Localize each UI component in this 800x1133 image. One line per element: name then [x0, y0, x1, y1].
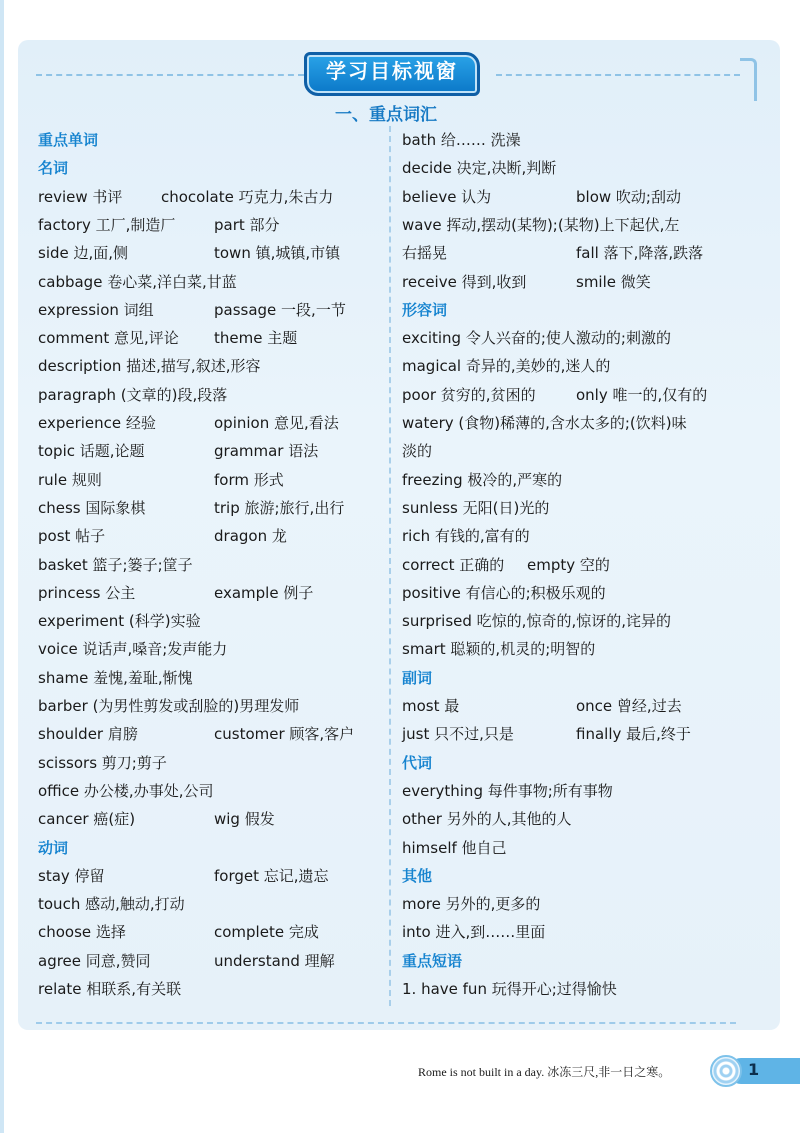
vocab-entry: example 例子 [214, 583, 314, 602]
vocab-row [402, 441, 432, 461]
vocab-entry: barber (为男性剪发或刮脸的)男理发师 [38, 697, 300, 715]
vocab-entry: correct 正确的 [402, 555, 505, 574]
vocab-entry: empty 空的 [527, 555, 610, 574]
vocab-row [38, 951, 335, 971]
vocab-entry: receive 得到,收到 [402, 272, 527, 291]
vocab-entry: factory 工厂,制造厂 [38, 215, 176, 234]
vocab-row [402, 781, 613, 801]
vocab-entry: post 帖子 [38, 527, 106, 546]
vocab-entry: poor 贫穷的,贫困的 [402, 385, 536, 404]
footer-proverb: Rome is not built in a day. 冰冻三尺,非一日之寒。 [418, 1065, 671, 1079]
vocab-entry: 1. have fun 玩得开心;过得愉快 [402, 980, 617, 998]
vocab-entry: everything 每件事物;所有事物 [402, 781, 613, 800]
column-divider [389, 126, 391, 1006]
vocab-entry: rule 规则 [38, 470, 102, 489]
vocab-row [402, 979, 617, 999]
vocab-row [38, 300, 346, 320]
vocab-entry: understand 理解 [214, 951, 335, 970]
vocab-entry: stay 停留 [38, 866, 105, 885]
vocab-row [38, 272, 237, 292]
vocab-row [38, 753, 167, 773]
vocab-entry: expression 词组 [38, 300, 154, 319]
vocab-row [402, 498, 549, 518]
vocab-entry: into 进入,到……里面 [402, 923, 546, 942]
vocab-entry: just 只不过,只是 [402, 725, 514, 744]
category-heading: 动词 [38, 838, 69, 857]
vocab-row [38, 696, 299, 716]
vocab-entry: wave 挥动,摆动(某物);(某物)上下起伏,左 [402, 215, 680, 234]
vocab-row [402, 272, 651, 292]
bottom-rule [36, 1022, 736, 1024]
vocab-entry: topic 话题,论题 [38, 442, 145, 461]
vocab-entry: dragon 龙 [214, 527, 287, 546]
vocab-entry: paragraph (文章的)段,段落 [38, 385, 228, 404]
vocab-row [38, 498, 345, 518]
vocab-row [402, 724, 691, 744]
vocab-entry: exciting 令人兴奋的;使人激动的;刺激的 [402, 329, 671, 348]
vocab-entry: watery (食物)稀薄的,含水太多的;(饮料)味 [402, 414, 687, 432]
vocab-row [38, 611, 201, 631]
vocab-entry: surprised 吃惊的,惊奇的,惊讶的,诧异的 [402, 612, 671, 631]
vocab-entry: cabbage 卷心菜,洋白菜,甘蓝 [38, 272, 237, 291]
vocab-entry: town 镇,城镇,市镇 [214, 244, 341, 263]
vocab-entry: princess 公主 [38, 583, 136, 602]
vocab-entry: blow 吹动;刮动 [576, 187, 681, 206]
vocab-entry: agree 同意,赞同 [38, 951, 151, 970]
banner-rule-right [496, 74, 740, 76]
vocab-row [402, 583, 606, 603]
vocab-entry: rich 有钱的,富有的 [402, 527, 530, 546]
vocab-row [402, 922, 545, 942]
vocab-entry: finally 最后,终于 [576, 725, 691, 744]
vocab-entry: choose 选择 [38, 923, 126, 942]
vocab-row [402, 328, 671, 348]
vocab-row [38, 639, 227, 659]
vocab-entry: passage 一段,一节 [214, 300, 346, 319]
vocab-entry: customer 顾客,客户 [214, 725, 355, 744]
page-number-tab [710, 1055, 800, 1085]
vocab-entry: decide 决定,决断,判断 [402, 159, 557, 178]
vocab-entry: other 另外的人,其他的人 [402, 810, 572, 829]
vocab-entry: experience 经验 [38, 414, 156, 432]
vocab-entry: sunless 无阳(日)光的 [402, 498, 550, 517]
vocab-entry: positive 有信心的;积极乐观的 [402, 583, 606, 602]
vocab-row [402, 809, 572, 829]
vocab-row [402, 611, 671, 631]
page-number: 1 [748, 1060, 760, 1079]
vocab-entry: once 曾经,过去 [576, 697, 682, 715]
vocab-entry: opinion 意见,看法 [214, 414, 339, 432]
vocab-row [38, 809, 275, 829]
category-heading: 重点单词 [38, 131, 99, 149]
vocab-entry: cancer 癌(症) [38, 810, 136, 829]
page-edge [0, 0, 4, 1133]
vocab-row [402, 356, 610, 376]
vocab-entry: himself 他自己 [402, 838, 507, 857]
vocab-entry: grammar 语法 [214, 442, 319, 461]
vocab-entry: only 唯一的,仅有的 [576, 385, 708, 404]
vocab-entry: office 办公楼,办事处,公司 [38, 781, 214, 800]
vocab-row [402, 243, 704, 263]
vocab-row [402, 696, 682, 716]
vocab-entry: voice 说话声,嗓音;发声能力 [38, 640, 228, 659]
vocab-entry: 右摇晃 [402, 244, 448, 263]
vocab-entry: chess 国际象棋 [38, 498, 146, 517]
vocab-entry: forget 忘记,遗忘 [214, 866, 329, 885]
section-banner: 学习目标视窗 [304, 52, 480, 96]
category-heading: 副词 [402, 668, 433, 687]
vocab-row [38, 470, 284, 490]
vocab-entry: side 边,面,侧 [38, 244, 129, 263]
vocab-entry: believe 认为 [402, 187, 492, 206]
vocab-row [402, 385, 708, 405]
vocab-row [402, 470, 562, 490]
vocab-entry: complete 完成 [214, 923, 319, 942]
vocab-row [38, 668, 193, 688]
vocab-row [38, 894, 185, 914]
vocab-row [38, 555, 193, 575]
vocab-entry: shoulder 肩膀 [38, 725, 138, 744]
vocab-row [38, 243, 341, 263]
vocab-row [402, 187, 681, 207]
vocab-row [38, 187, 334, 207]
panel-corner-decoration [740, 58, 757, 101]
vocab-entry: fall 落下,降落,跌落 [576, 244, 704, 263]
vocab-entry: scissors 剪刀;剪子 [38, 753, 167, 772]
vocab-row [38, 866, 329, 886]
vocab-entry: touch 感动,触动,打动 [38, 895, 185, 914]
vocab-entry: experiment (科学)实验 [38, 612, 201, 631]
vocab-row [402, 555, 610, 575]
vocab-row [38, 356, 260, 376]
vocab-entry: 淡的 [402, 442, 433, 461]
vocab-entry: freezing 极冷的,严寒的 [402, 470, 563, 489]
vocab-entry: review 书评 [38, 187, 123, 206]
vocab-row [38, 583, 314, 603]
vocab-row [38, 979, 181, 999]
vocab-row [402, 894, 540, 914]
vocab-entry: magical 奇异的,美妙的,迷人的 [402, 357, 611, 376]
vocab-entry: trip 旅游;旅行,出行 [214, 498, 345, 517]
vocab-row [38, 441, 319, 461]
vocab-row [402, 526, 530, 546]
vocab-row [402, 215, 679, 235]
category-heading: 重点短语 [402, 951, 463, 970]
vocab-row [402, 838, 507, 858]
vocab-row [38, 724, 355, 744]
vocab-row [402, 158, 556, 178]
vocab-entry: relate 相联系,有关联 [38, 980, 182, 998]
vocab-row [402, 130, 521, 150]
vocab-entry: smart 聪颖的,机灵的;明智的 [402, 640, 596, 659]
category-heading: 代词 [402, 753, 433, 772]
section-title: 一、重点词汇 [335, 105, 437, 125]
vocab-row [38, 781, 213, 801]
category-heading: 形容词 [402, 300, 448, 319]
vocab-row [38, 526, 287, 546]
vocab-entry: smile 微笑 [576, 272, 651, 291]
category-heading: 其他 [402, 866, 433, 885]
vocab-entry: description 描述,描写,叙述,形容 [38, 357, 261, 376]
vocab-entry: chocolate 巧克力,朱古力 [161, 187, 334, 206]
vocab-entry: wig 假发 [214, 810, 275, 829]
vocab-row [38, 328, 298, 348]
vocab-row [38, 922, 319, 942]
vocab-entry: part 部分 [214, 215, 280, 234]
vocab-entry: theme 主题 [214, 329, 298, 348]
vocab-entry: form 形式 [214, 470, 284, 489]
category-heading: 名词 [38, 159, 69, 178]
vocab-row [38, 215, 280, 235]
vocab-entry: most 最 [402, 697, 460, 715]
vocab-entry: more 另外的,更多的 [402, 895, 541, 914]
banner-rule-left [36, 74, 304, 76]
vocab-entry: shame 羞愧,羞耻,惭愧 [38, 668, 193, 687]
vocab-entry: basket 篮子;篓子;筐子 [38, 555, 193, 574]
vocab-entry: comment 意见,评论 [38, 329, 179, 348]
swirl-icon [710, 1055, 742, 1087]
vocab-row [402, 413, 687, 433]
vocab-row [38, 385, 227, 405]
vocab-entry: bath 给…… 洗澡 [402, 131, 521, 149]
vocab-row [402, 639, 595, 659]
vocab-row [38, 413, 339, 433]
